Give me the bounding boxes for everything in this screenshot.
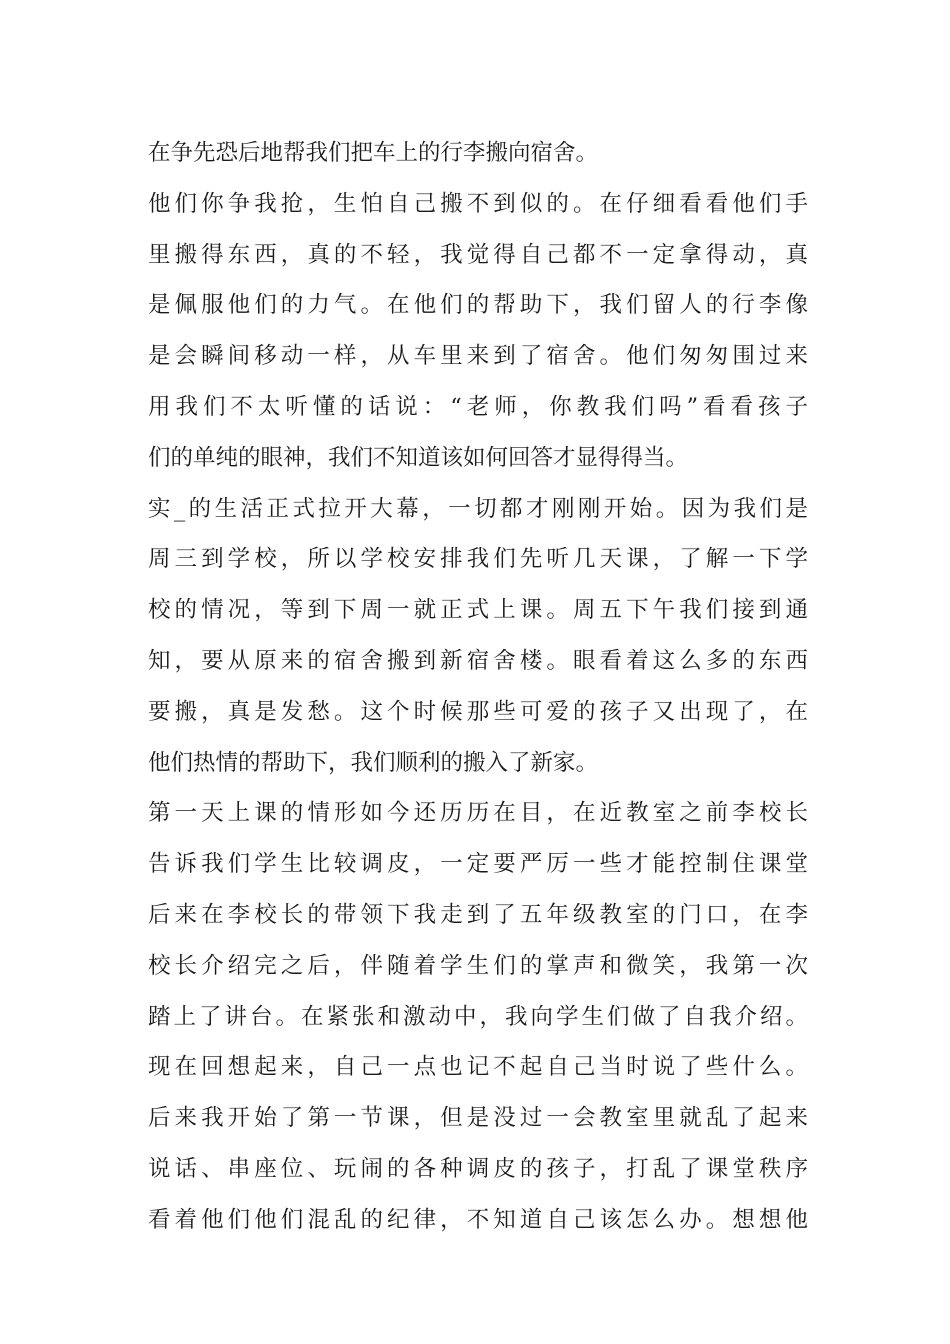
body-text xyxy=(148,128,808,1246)
text-line: 知，要从原来的宿舍搬到新宿舍楼。眼看着这么多的东西 xyxy=(148,647,808,674)
text-line: 踏上了讲台。在紧张和激动中，我向学生们做了自我介绍。 xyxy=(148,1003,808,1030)
text-line: 他们你争我抢，生怕自己搬不到似的。在仔细看看他们手 xyxy=(148,190,808,217)
text-line: 是会瞬间移动一样，从车里来到了宿舍。他们匆匆围过来 xyxy=(148,343,808,370)
text-line: 实_的生活正式拉开大幕，一切都才刚刚开始。因为我们是 xyxy=(148,495,808,522)
text-line: 要搬，真是发愁。这个时候那些可爱的孩子又出现了，在 xyxy=(148,698,808,725)
text-line: 后来在李校长的带领下我走到了五年级教室的门口，在李 xyxy=(148,901,808,928)
text-line: 用我们不太听懂的话说：“老师，你教我们吗”看看孩子 xyxy=(148,393,808,420)
text-line: 校的情况，等到下周一就正式上课。周五下午我们接到通 xyxy=(148,597,808,624)
text-line: 在争先恐后地帮我们把车上的行李搬向宿舍。 xyxy=(148,140,599,166)
text-line: 后来我开始了第一节课，但是没过一会教室里就乱了起来 xyxy=(148,1105,808,1132)
text-line: 他们热情的帮助下，我们顺利的搬入了新家。 xyxy=(148,749,599,776)
text-line: 看着他们他们混乱的纪律，不知道自己该怎么办。想想他 xyxy=(148,1206,808,1233)
text-line: 里搬得东西，真的不轻，我觉得自己都不一定拿得动，真 xyxy=(148,241,808,268)
text-line: 第一天上课的情形如今还历历在目，在近教室之前李校长 xyxy=(148,800,808,827)
text-line: 周三到学校，所以学校安排我们先听几天课，了解一下学 xyxy=(148,546,808,573)
text-line: 校长介绍完之后，伴随着学生们的掌声和微笑，我第一次 xyxy=(148,952,808,979)
text-line: 现在回想起来，自己一点也记不起自己当时说了些什么。 xyxy=(148,1054,808,1081)
text-line: 告诉我们学生比较调皮，一定要严厉一些才能控制住课堂 xyxy=(148,851,808,878)
text-line: 是佩服他们的力气。在他们的帮助下，我们留人的行李像 xyxy=(148,292,808,319)
text-line: 们的单纯的眼神，我们不知道该如何回答才显得得当。 xyxy=(148,444,689,471)
text-line: 说话、串座位、玩闹的各种调皮的孩子，打乱了课堂秩序 xyxy=(148,1155,808,1182)
